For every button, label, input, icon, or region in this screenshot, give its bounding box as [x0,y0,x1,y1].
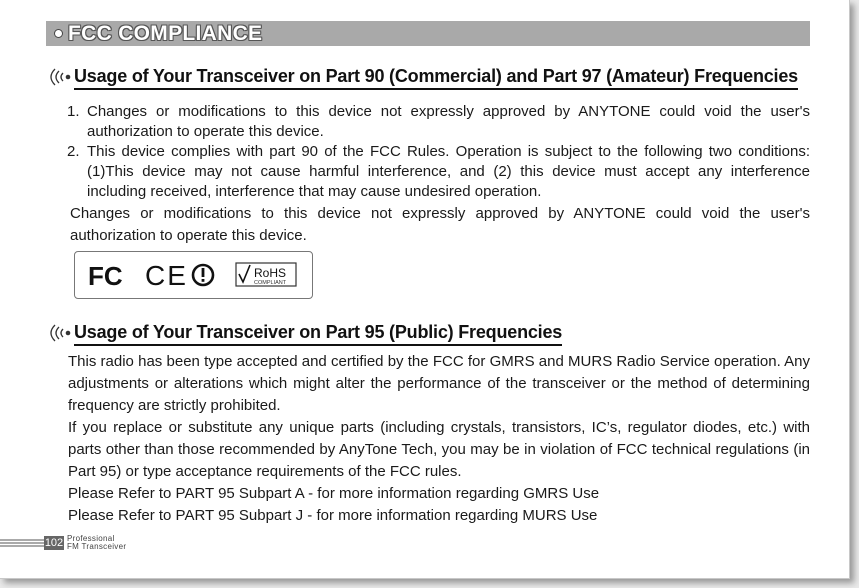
list-item-text: Changes or modifications to this device not expressly approved by ANYTONE could void the user's authorization to operate this device. [87,103,810,140]
section2-body [68,351,810,527]
radio-waves-icon [44,62,76,92]
section2-title: Usage of Your Transceiver on Part 95 (Public) Frequencies [74,322,562,346]
section2-paragraph: If you replace or substitute any unique parts (including crystals, transistors, IC’s, regulator diodes, etc.) with parts other than those recommended by AnyTone Tech, you may be in violation of FCC technical regulations (in Part 95) or type acceptance requirements of the FCC rules. [68,419,810,480]
radio-waves-icon [44,318,76,348]
section1-title: Usage of Your Transceiver on Part 90 (Commercial) and Part 97 (Amateur) Frequencies [74,66,798,90]
alert-circle-icon [193,265,213,285]
certification-logos [74,251,313,299]
banner-bullet-icon [54,29,63,38]
footer-label: Professional FM Transceiver [67,534,127,551]
section2-paragraph: This radio has been type accepted and certified by the FCC for GMRS and MURS Radio Service operation. Any adjustments or alterations which might alter the performance of the transceiver or the method of determining frequency are strictly prohibited. [68,353,810,414]
section1-heading [44,62,824,92]
rohs-sub-text: COMPLIANT [254,280,287,286]
list-item: 2. This device complies with part 90 of the FCC Rules. Operation is subject to the following two conditions:(1)This device may not cause harmful interference, and (2) this device must accept any interference including received, interference that may cause undesired operation. [67,143,810,200]
ce-mark-text: CE [145,260,188,291]
logo-strip [75,252,312,298]
list-item-text: This device complies with part 90 of the FCC Rules. Operation is subject to the following two conditions:(1)This device may not cause harmful interference, and (2) this device must accept any interference including received, interference that may cause undesired operation. [87,143,810,200]
rohs-text: RoHS [254,266,287,280]
section1-list [67,102,810,202]
fcc-logo-icon [88,261,123,291]
ce-mark-icon [145,260,188,291]
list-item: 1. Changes or modifications to this device not expressly approved by ANYTONE could void the user's authorization to operate this device. [67,103,810,140]
rohs-logo-icon [236,263,296,286]
section2-paragraph: Please Refer to PART 95 Subpart A - for more information regarding GMRS Use [68,485,600,502]
page-number: 102 [44,537,64,549]
section2-heading [44,318,604,348]
section2-paragraph: Please Refer to PART 95 Subpart J - for more information regarding MURS Use [68,507,598,524]
section-banner [46,21,810,46]
banner-title: FCC COMPLIANCE [68,22,263,45]
footer-rule [0,538,46,550]
section1-paragraph: Changes or modifications to this device not expressly approved by ANYTONE could void the user's authorization to operate this device. [70,205,810,244]
fcc-logo-text: FC [88,261,123,291]
